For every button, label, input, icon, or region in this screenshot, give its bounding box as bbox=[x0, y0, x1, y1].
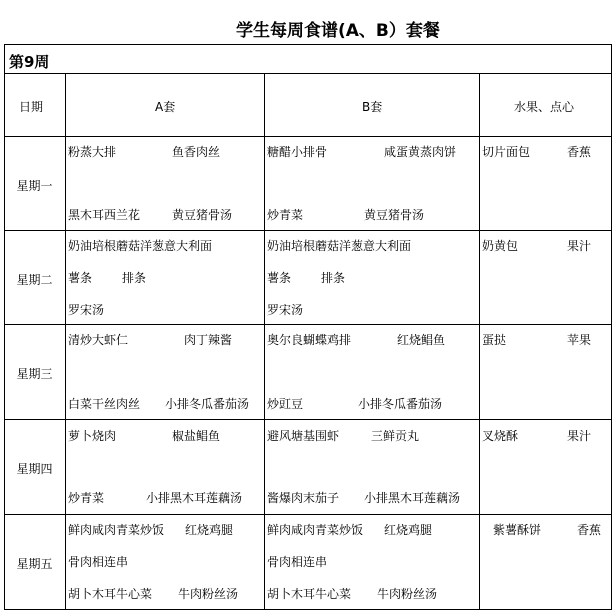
menu-item: 炒青菜 bbox=[68, 491, 105, 505]
menu-item: 三鲜贡丸 bbox=[371, 429, 420, 443]
header-set-b: B套 bbox=[362, 100, 383, 114]
menu-item: 薯条 bbox=[68, 271, 93, 285]
menu-item: 白菜干丝肉丝 bbox=[68, 397, 141, 411]
menu-item: 胡卜木耳牛心菜 bbox=[267, 587, 352, 601]
fruit-item: 果汁 bbox=[567, 239, 592, 253]
menu-item: 黄豆猪骨汤 bbox=[172, 208, 233, 222]
menu-item: 避风塘基围虾 bbox=[267, 429, 340, 443]
menu-item: 小排冬瓜番茄汤 bbox=[358, 397, 443, 411]
table-border bbox=[4, 419, 612, 420]
menu-item: 红烧鲳鱼 bbox=[397, 333, 446, 347]
menu-item: 奶油培根蘑菇洋葱意大利面 bbox=[267, 239, 412, 253]
menu-item: 小排黑木耳莲藕汤 bbox=[146, 491, 243, 505]
table-border bbox=[264, 73, 265, 610]
snack-item: 紫薯酥饼 bbox=[493, 523, 542, 537]
week-label: 第9周 bbox=[9, 53, 50, 71]
menu-item: 红烧鸡腿 bbox=[185, 523, 234, 537]
menu-title: 学生每周食谱(A、B）套餐 bbox=[236, 21, 440, 41]
table-border bbox=[4, 73, 612, 74]
menu-item: 牛肉粉丝汤 bbox=[178, 587, 239, 601]
menu-item: 小排冬瓜番茄汤 bbox=[165, 397, 250, 411]
fruit-item: 香蕉 bbox=[577, 523, 602, 537]
menu-item: 肉丁辣酱 bbox=[184, 333, 233, 347]
table-border bbox=[4, 230, 612, 231]
fruit-item: 香蕉 bbox=[567, 145, 592, 159]
menu-item: 粉蒸大排 bbox=[68, 145, 117, 159]
day-label: 星期四 bbox=[16, 462, 53, 476]
day-label: 星期五 bbox=[16, 557, 53, 571]
menu-item: 胡卜木耳牛心菜 bbox=[68, 587, 153, 601]
fruit-item: 苹果 bbox=[567, 333, 592, 347]
day-label: 星期一 bbox=[16, 179, 53, 193]
menu-item: 排条 bbox=[321, 271, 346, 285]
table-border bbox=[479, 73, 480, 610]
table-border bbox=[4, 514, 612, 515]
fruit-item: 果汁 bbox=[567, 429, 592, 443]
table-border bbox=[4, 136, 612, 137]
day-label: 星期二 bbox=[16, 273, 53, 287]
menu-item: 小排黑木耳莲藕汤 bbox=[364, 491, 461, 505]
table-border bbox=[611, 44, 612, 610]
menu-item: 罗宋汤 bbox=[68, 303, 105, 317]
menu-item: 鱼香肉丝 bbox=[172, 145, 221, 159]
menu-item: 排条 bbox=[122, 271, 147, 285]
menu-item: 鲜肉咸肉青菜炒饭 bbox=[68, 523, 165, 537]
day-label: 星期三 bbox=[16, 367, 53, 381]
menu-item: 炒豇豆 bbox=[267, 397, 304, 411]
snack-item: 叉烧酥 bbox=[482, 429, 519, 443]
table-border bbox=[4, 44, 612, 45]
menu-item: 炒青菜 bbox=[267, 208, 304, 222]
table-border bbox=[4, 609, 612, 610]
menu-item: 清炒大虾仁 bbox=[68, 333, 129, 347]
menu-item: 萝卜烧肉 bbox=[68, 429, 117, 443]
menu-item: 薯条 bbox=[267, 271, 292, 285]
snack-item: 切片面包 bbox=[482, 145, 531, 159]
menu-item: 牛肉粉丝汤 bbox=[377, 587, 438, 601]
menu-item: 罗宋汤 bbox=[267, 303, 304, 317]
menu-item: 酱爆肉末茄子 bbox=[267, 491, 340, 505]
menu-item: 骨肉相连串 bbox=[267, 555, 328, 569]
snack-item: 奶黄包 bbox=[482, 239, 519, 253]
menu-item: 糖醋小排骨 bbox=[267, 145, 328, 159]
header-fruit-snack: 水果、点心 bbox=[514, 100, 575, 114]
menu-item: 咸蛋黄蒸肉饼 bbox=[384, 145, 457, 159]
snack-item: 蛋挞 bbox=[482, 333, 507, 347]
menu-item: 红烧鸡腿 bbox=[384, 523, 433, 537]
table-border bbox=[4, 324, 612, 325]
menu-item: 黄豆猪骨汤 bbox=[364, 208, 425, 222]
menu-item: 黑木耳西兰花 bbox=[68, 208, 141, 222]
header-date: 日期 bbox=[19, 100, 44, 114]
menu-item: 骨肉相连串 bbox=[68, 555, 129, 569]
menu-item: 奥尔良蝴蝶鸡排 bbox=[267, 333, 352, 347]
header-set-a: A套 bbox=[155, 100, 176, 114]
menu-item: 鲜肉咸肉青菜炒饭 bbox=[267, 523, 364, 537]
table-border bbox=[4, 44, 5, 610]
table-border bbox=[65, 73, 66, 610]
menu-item: 椒盐鲳鱼 bbox=[172, 429, 221, 443]
menu-item: 奶油培根蘑菇洋葱意大利面 bbox=[68, 239, 213, 253]
